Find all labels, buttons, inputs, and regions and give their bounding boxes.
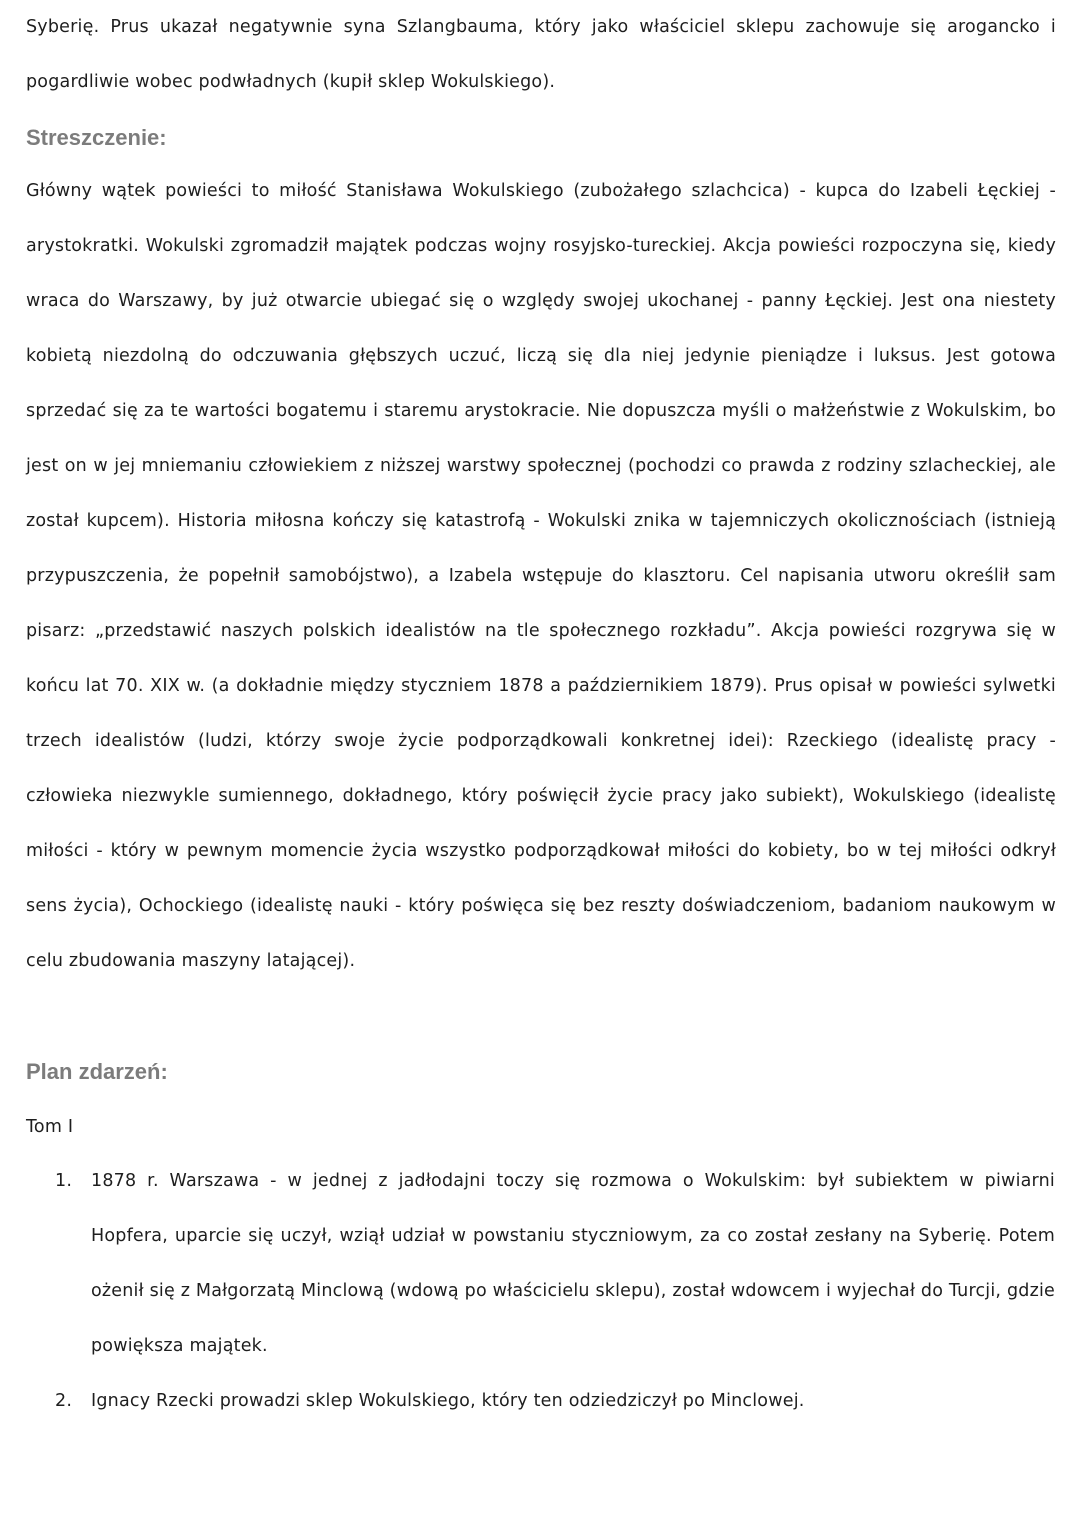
volume-label: Tom I	[26, 1117, 74, 1137]
list-item-text: Ignacy Rzecki prowadzi sklep Wokulskiego, który ten odziedziczył po Minclowej.	[91, 1391, 805, 1411]
list-item-number: 1.	[55, 1171, 73, 1191]
intro-paragraph: Syberię. Prus ukazał negatywnie syna Szlangbauma, który jako właściciel sklepu zachowuje się arogancko i pogardliwie wobec podwładnych (kupił sklep Wokulskiego).	[26, 17, 1056, 92]
list-item-text: 1878 r. Warszawa - w jednej z jadłodajni toczy się rozmowa o Wokulskim: był subiektem w piwiarni Hopfera, uparcie się uczył, wziął udział w powstaniu styczniowym, za co został zesłany na Syberię. Potem ożenił się z Małgorzatą Minclową (wdową po właścicielu sklepu), został wdowcem i wyjechał do Turcji, gdzie powiększa majątek.	[91, 1171, 1055, 1356]
summary-paragraph: Główny wątek powieści to miłość Stanisława Wokulskiego (zubożałego szlachcica) - kupca do Izabeli Łęckiej - arystokratki. Wokulski zgromadził majątek podczas wojny rosyjsko-tureckiej. Akcja powieści rozpoczyna się, kiedy wraca do Warszawy, by już otwarcie ubiegać się o względy swojej ukochanej - panny Łęckiej. Jest ona niestety kobietą niezdolną do odczuwania głębszych uczuć, liczą się dla niej jedynie pieniądze i luksus. Jest gotowa sprzedać się za te wartości bogatemu i staremu arystokracie. Nie dopuszcza myśli o małżeństwie z Wokulskim, bo jest on w jej mniemaniu człowiekiem z niższej warstwy społecznej (pochodzi co prawda z rodziny szlacheckiej, ale został kupcem). Historia miłosna kończy się katastrofą - Wokulski znika w tajemniczych okolicznościach (istnieją przypuszczenia, że popełnił samobójstwo), a Izabela wstępuje do klasztoru. Cel napisania utworu określił sam pisarz: „przedstawić naszych polskich idealistów na tle społecznego rozkładu”. Akcja powieści rozgrywa się w końcu lat 70. XIX w. (a dokładnie między styczniem 1878 a październikiem 1879). Prus opisał w powieści sylwetki trzech idealistów (ludzi, którzy swoje życie podporządkowali konkretnej idei): Rzeckiego (idealistę pracy - człowieka niezwykle sumiennego, dokładnego, który poświęcił życie pracy jako subiekt), Wokulskiego (idealistę miłości - który w pewnym momencie życia wszystko podporządkował miłości do kobiety, bo w tej miłości odkrył sens życia), Ochockiego (idealistę nauki - który poświęca się bez reszty doświadczeniom, badaniom naukowym w celu zbudowania maszyny latającej).	[26, 181, 1056, 971]
plan-heading: Plan zdarzeń:	[26, 1059, 168, 1084]
list-item-number: 2.	[55, 1391, 73, 1411]
summary-heading: Streszczenie:	[26, 125, 167, 150]
